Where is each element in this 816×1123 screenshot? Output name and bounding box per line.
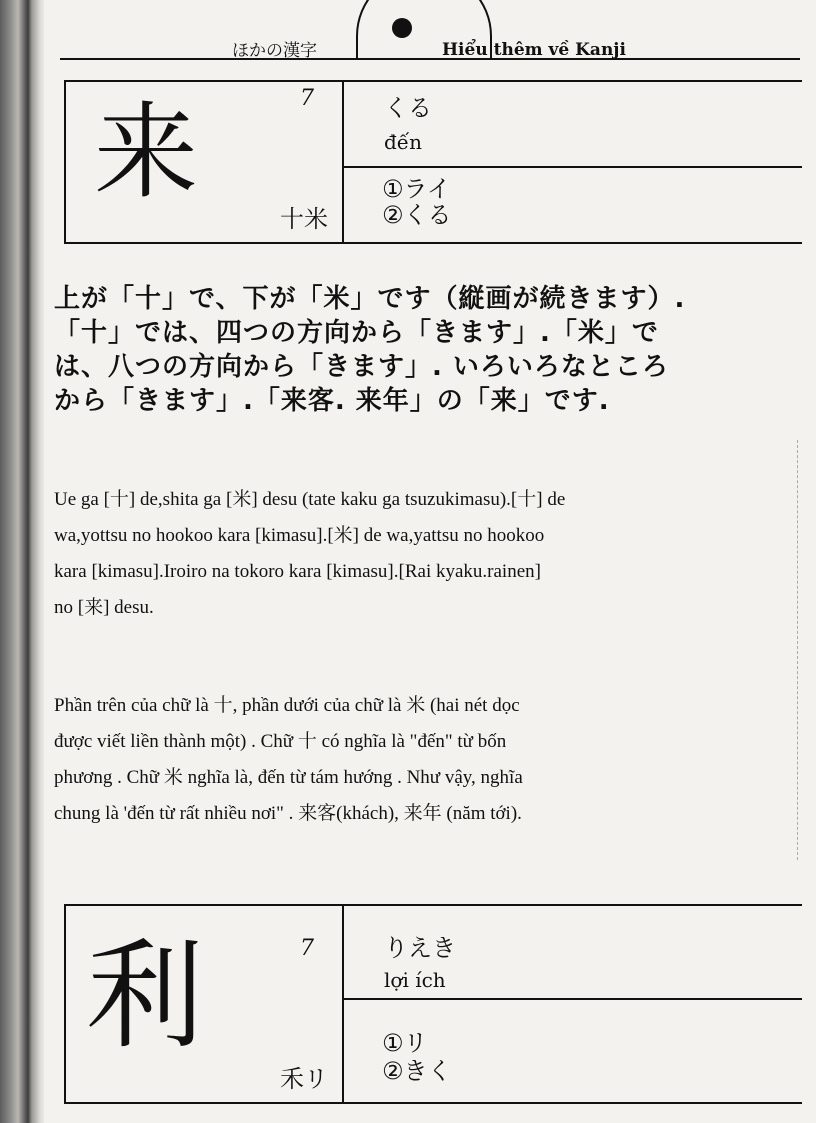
kun-reading: ②くる [382,201,452,229]
kanji-character: 利 [86,927,205,1065]
reading-cell [344,168,802,242]
on-reading: ①リ [382,1029,428,1057]
radical-components: 禾リ [280,1065,328,1093]
header-dot-icon [392,18,412,38]
header-rule [60,58,800,60]
kanji-cell [66,906,344,1102]
kun-reading: ②きく [382,1057,452,1085]
meaning-cell [344,82,802,168]
japanese-explanation [54,282,794,418]
kanji-card-ri [64,904,802,1104]
romaji-line: no [来] desu. [54,597,154,618]
kun-reading-kana: りえき [384,934,456,962]
kanji-cell [66,82,344,242]
vietnamese-line: Phần trên của chữ là 十, phần dưới của chữ là 米 (hai nét dọc [54,695,520,716]
book-spine [0,0,44,1123]
jp-line: 「十」では、四つの方向から「きます」.「米」で [54,318,659,348]
dashed-margin [797,440,798,860]
jp-line: は、八つの方向から「きます」. いろいろなところ [54,352,669,382]
jp-line: から「きます」.「来客. 来年」の「来」です. [54,386,610,416]
kun-reading-kana: くる [384,94,432,122]
reading-cell [344,1000,802,1102]
vietnamese-explanation [54,688,796,832]
romaji-explanation [54,482,796,626]
book-page [44,0,816,1123]
kanji-card-rai [64,80,802,244]
vietnamese-line: phương . Chữ 米 nghĩa là, đến từ tám hướng . Như vậy, nghĩa [54,767,523,788]
vietnamese-meaning: đến [384,130,422,154]
meaning-cell [344,906,802,1000]
vietnamese-line: chung là 'đến từ rất nhiều nơi" . 来客(khách), 来年 (năm tới). [54,803,522,824]
vietnamese-meaning: lợi ích [384,968,446,992]
romaji-line: kara [kimasu].Iroiro na tokoro kara [kimasu].[Rai kyaku.rainen] [54,561,541,582]
stroke-count: 7 [300,936,314,961]
romaji-line: wa,yottsu no hookoo kara [kimasu].[米] de wa,yattsu no hookoo [54,525,545,546]
romaji-line: Ue ga [十] de,shita ga [米] desu (tate kaku ga tsuzukimasu).[十] de [54,489,566,510]
on-reading: ①ライ [382,175,451,203]
header-jp-title: ほかの漢字 [232,41,317,61]
stroke-count: 7 [300,86,314,111]
kanji-character: 来 [94,91,199,213]
jp-line: 上が「十」で、下が「米」です（縦画が続きます）. [54,284,686,314]
vietnamese-line: được viết liền thành một) . Chữ 十 có nghĩa là "đến" từ bốn [54,731,507,752]
radical-components: 十米 [280,205,328,233]
header-vi-title: Hiểu thêm về Kanji [442,40,626,60]
